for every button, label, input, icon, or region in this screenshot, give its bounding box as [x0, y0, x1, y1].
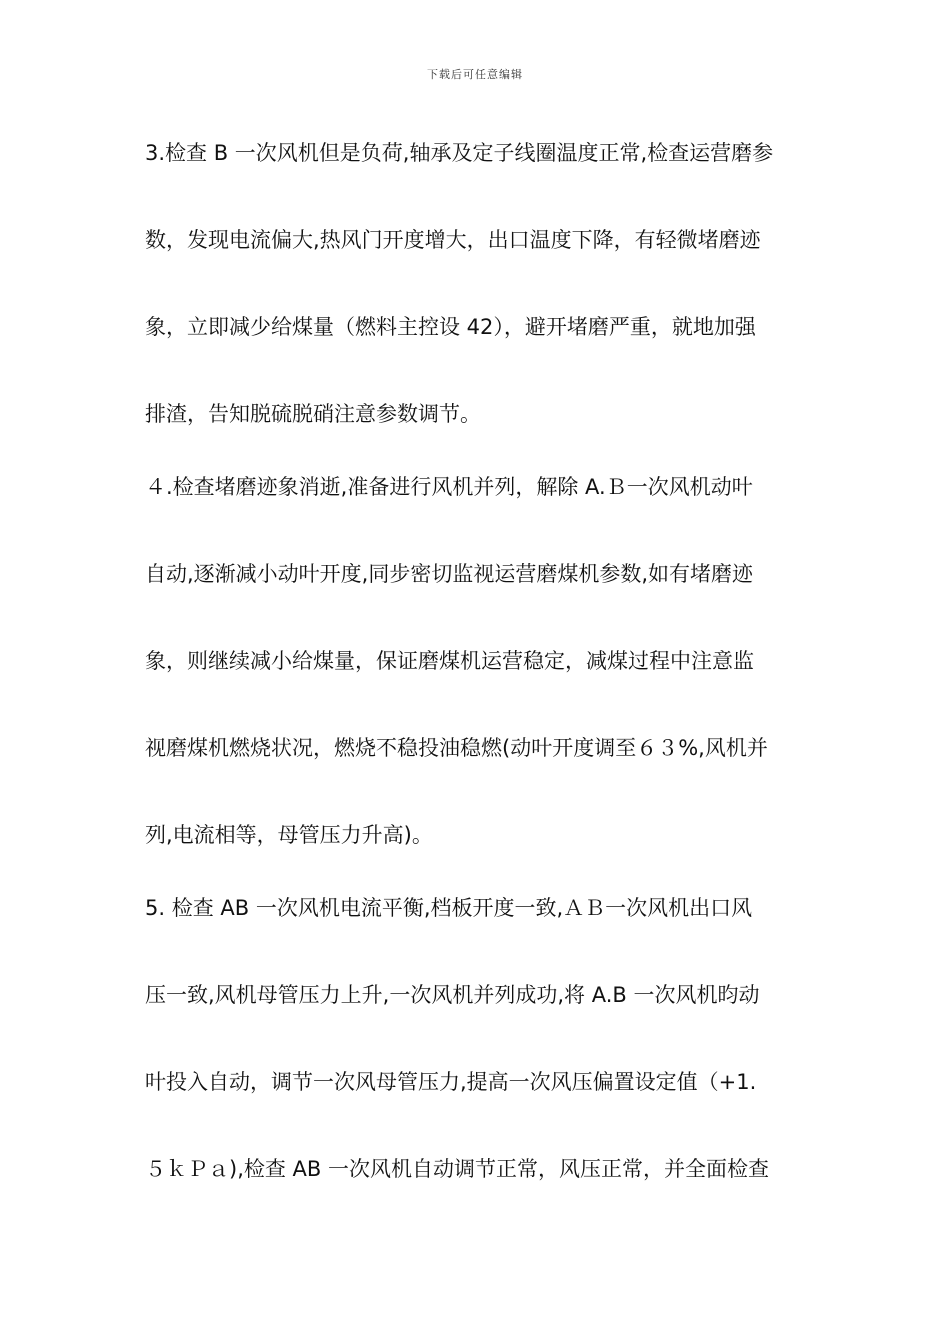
text-line: 3.检查 B 一次风机但是负荷,轴承及定子线圈温度正常,检查运营磨参: [145, 141, 774, 165]
text-line: 数，发现电流偏大,热风门开度增大，出口温度下降，有轻微堵磨迹: [145, 228, 761, 252]
text-line: 象，则继续减小给煤量，保证磨煤机运营稳定，减煤过程中注意监: [145, 649, 754, 673]
text-line: 自动,逐渐减小动叶开度,同步密切监视运营磨煤机参数,如有堵磨迹: [145, 562, 754, 586]
text-line: 叶投入自动，调节一次风母管压力,提高一次风压偏置设定值（+1.: [145, 1070, 757, 1094]
text-line: 5. 检查 AB 一次风机电流平衡,档板开度一致,ＡＢ一次风机出口风: [145, 896, 753, 920]
page-header: 下载后可任意编辑: [427, 68, 523, 81]
text-line: ５ｋＰａ),检查 AB 一次风机自动调节正常，风压正常，并全面检查: [145, 1157, 769, 1181]
text-line: 象，立即减少给煤量（燃料主控设 42），避开堵磨严重，就地加强: [145, 315, 756, 339]
text-line: 视磨煤机燃烧状况，燃烧不稳投油稳燃(动叶开度调至６３%,风机并: [145, 736, 768, 760]
text-line: ４.检查堵磨迹象消逝,准备进行风机并列，解除 A.Ｂ一次风机动叶: [145, 475, 753, 499]
text-line: 排渣，告知脱硫脱硝注意参数调节。: [145, 402, 481, 426]
text-line: 压一致,风机母管压力上升,一次风机并列成功,将 A.B 一次风机昀动: [145, 983, 760, 1007]
text-line: 列,电流相等，母管压力升高)。: [145, 823, 433, 847]
